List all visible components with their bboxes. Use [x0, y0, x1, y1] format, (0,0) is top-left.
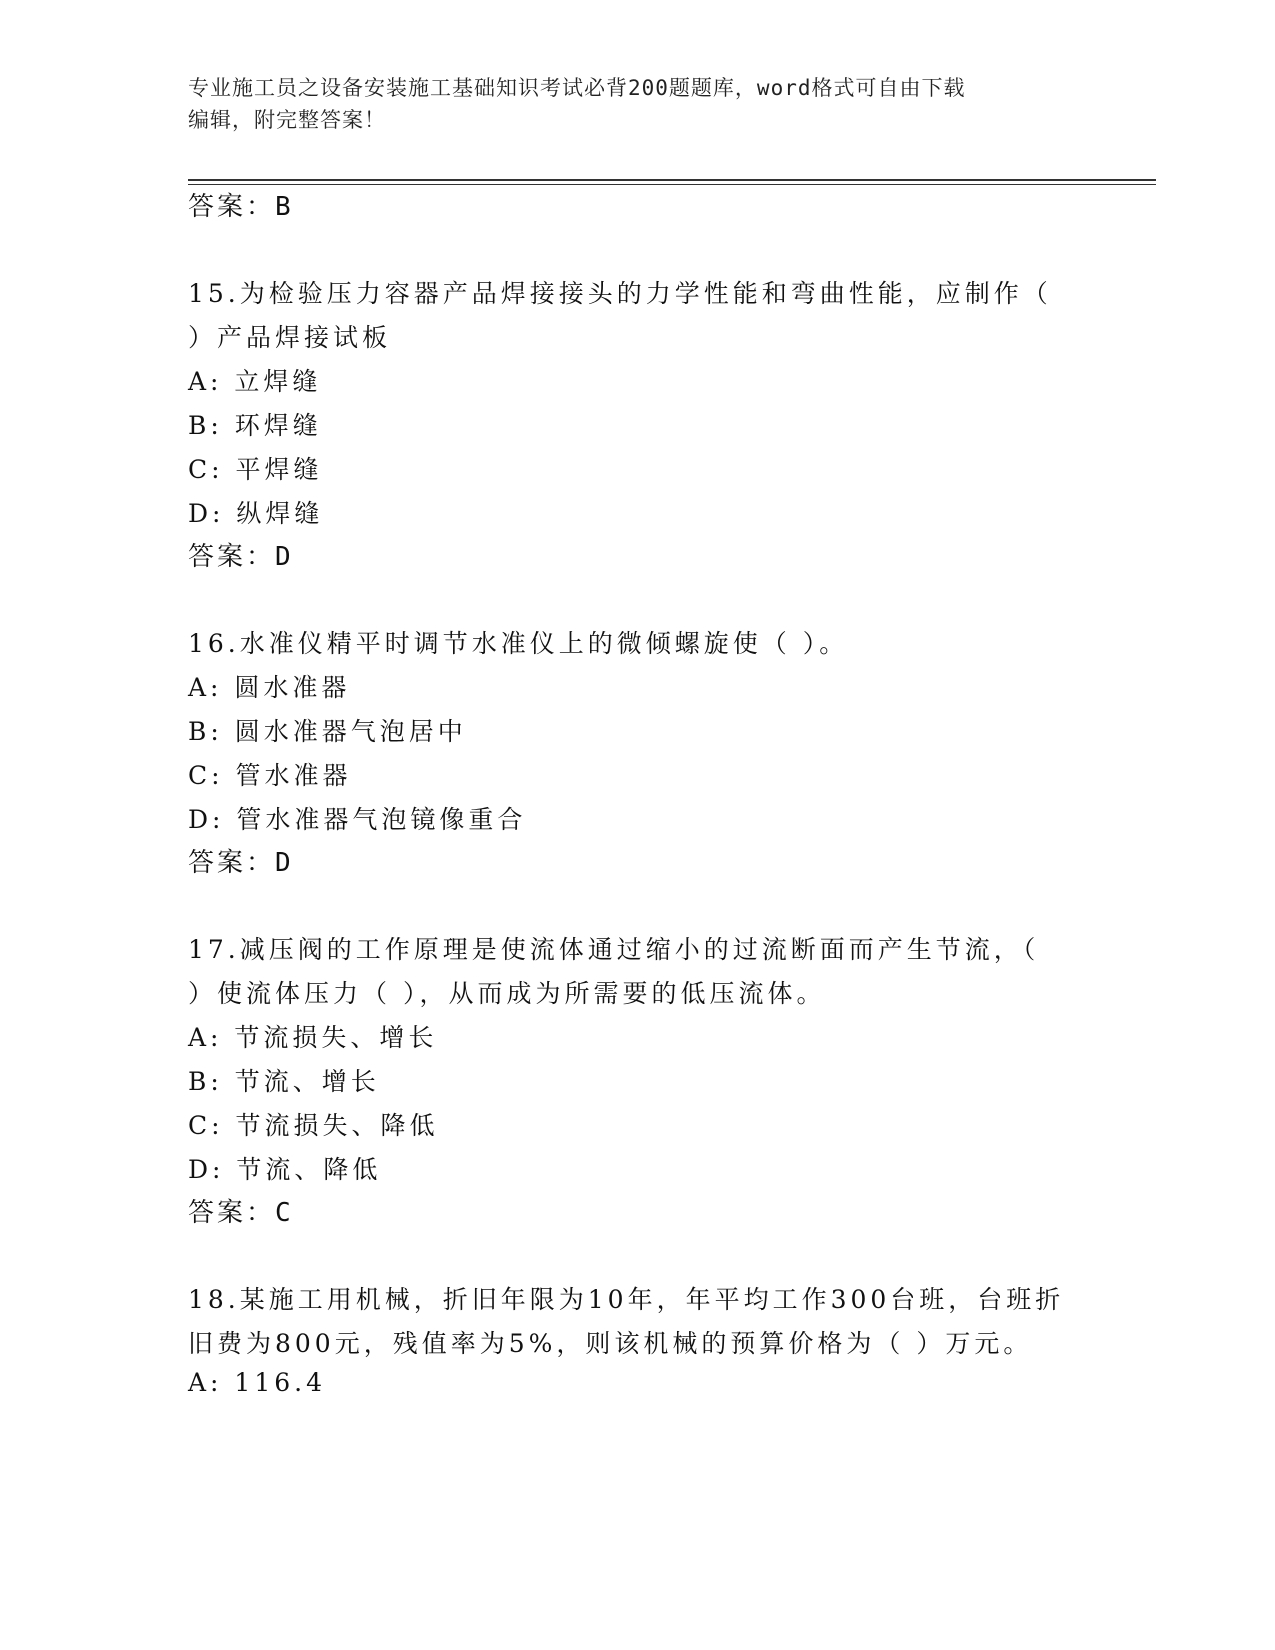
- question-15-answer: 答案：D: [188, 542, 294, 572]
- question-15-option-c: C: 平焊缝: [188, 455, 323, 484]
- question-16-option-a: A: 圆水准器: [188, 673, 351, 702]
- question-16-text-line1: 16.水准仪精平时调节水准仪上的微倾螺旋使（ ）。: [188, 629, 849, 658]
- question-18-text-line2: 旧费为800元，残值率为5%，则该机械的预算价格为（ ）万元。: [188, 1329, 1033, 1358]
- question-16-answer: 答案：D: [188, 848, 294, 878]
- question-15-text-line1: 15.为检验压力容器产品焊接接头的力学性能和弯曲性能，应制作（: [188, 279, 1052, 308]
- document-header: [188, 72, 1068, 136]
- question-17-text-line1: 17.减压阀的工作原理是使流体通过缩小的过流断面而产生节流，（: [188, 935, 1040, 964]
- question-17-option-d: D: 节流、降低: [188, 1155, 382, 1184]
- question-15-option-b: B: 环焊缝: [188, 411, 322, 440]
- question-15-option-a: A: 立焊缝: [188, 367, 322, 396]
- question-17-answer: 答案：C: [188, 1198, 294, 1228]
- question-18-text-line1: 18.某施工用机械，折旧年限为10年，年平均工作300台班，台班折: [188, 1285, 1065, 1314]
- question-15-text-line2: ）产品焊接试板: [188, 323, 392, 352]
- question-16-option-b: B: 圆水准器气泡居中: [188, 717, 467, 746]
- header-title-line2: 编辑，附完整答案！: [188, 108, 386, 132]
- question-16-option-d: D: 管水准器气泡镜像重合: [188, 805, 527, 834]
- question-17-option-b: B: 节流、增长: [188, 1067, 380, 1096]
- question-17-option-c: C: 节流损失、降低: [188, 1111, 439, 1140]
- question-16-option-c: C: 管水准器: [188, 761, 352, 790]
- header-divider-thin: [188, 184, 1156, 185]
- question-17-option-a: A: 节流损失、增长: [188, 1023, 438, 1052]
- header-divider-thick: [188, 179, 1156, 181]
- question-17-text-line2: ）使流体压力（ ），从而成为所需要的低压流体。: [188, 979, 826, 1008]
- header-title-line1: 专业施工员之设备安装施工基础知识考试必背200题题库，word格式可自由下载: [188, 76, 966, 100]
- answer-prev: 答案：B: [188, 192, 294, 222]
- question-18-option-a: A: 116.4: [188, 1368, 326, 1397]
- question-15-option-d: D: 纵焊缝: [188, 499, 324, 528]
